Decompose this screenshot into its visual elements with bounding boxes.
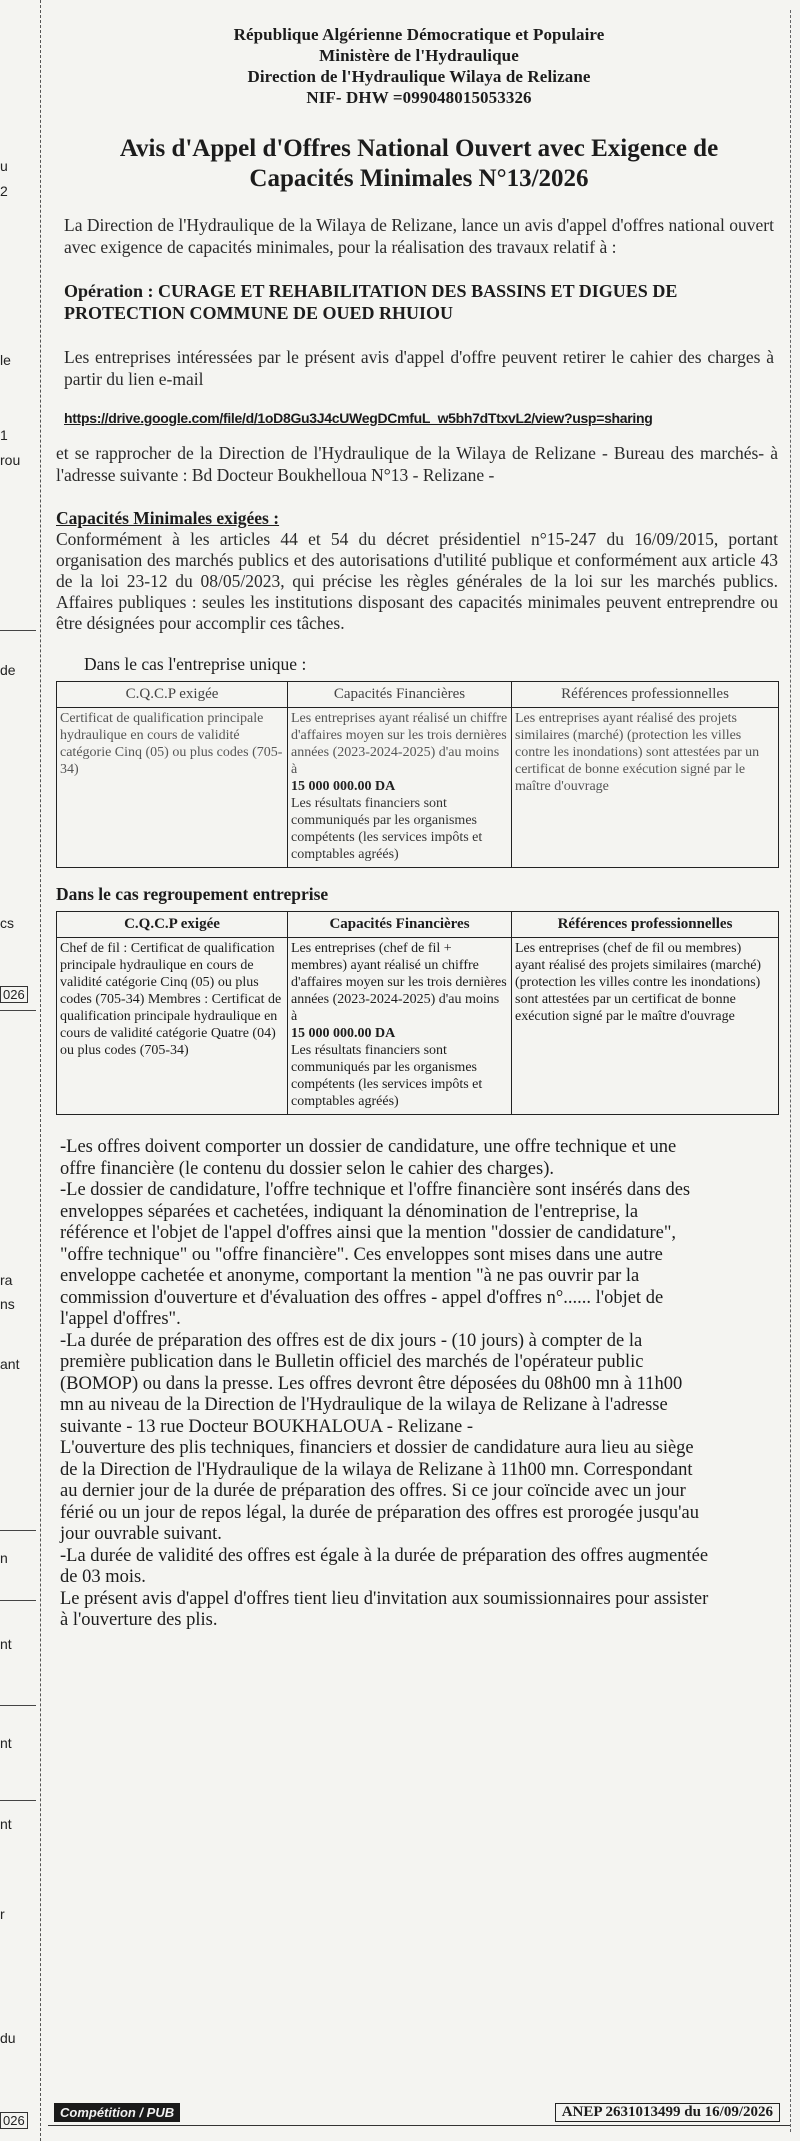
financial-text: Les entreprises (chef de fil + membres) ayant réalisé un chiffre d'affaires moyen sur les trois dernières années (2023-2024-2025) d'au moins à bbox=[291, 941, 507, 1024]
table-cell: Les entreprises (chef de fil ou membres) ayant réalisé des projets similaires (marché) (protection les villes contre les inondations) sont attestées par un certificat de bonne exécution signé par le maître d'ouvrage bbox=[512, 938, 779, 1115]
table-cell bbox=[288, 708, 512, 868]
table-header: Capacités Financières bbox=[288, 912, 512, 938]
table-header: C.Q.C.P exigée bbox=[57, 912, 288, 938]
column-fragment: nt bbox=[0, 1636, 12, 1652]
table-header: C.Q.C.P exigée bbox=[57, 682, 288, 708]
table-cell: Certificat de qualification principale hydraulique en cours de validité catégorie Cinq (05) ou plus codes (705-34) bbox=[57, 708, 288, 868]
column-fragment: 026 bbox=[0, 2112, 28, 2129]
operation-title: Opération : CURAGE ET REHABILITATION DES BASSINS ET DIGUES DE PROTECTION COMMUNE DE OUED RHUIOU bbox=[64, 281, 678, 323]
condition-paragraph: -Le dossier de candidature, l'offre technique et l'offre financière sont insérés dans des enveloppes séparées et cachetées, indiquant la dénomination de l'entreprise, la référence et l'objet de l'appel d'offres ainsi que la mention "dossier de candidature", "offre technique" ou "offre financière". Ces enveloppes sont mises dans une autre enveloppe cachetée et anonyme, comportant la mention "à ne pas ouvrir par la commission d'ouverture et d'évaluation des offres - appel d'offres n°...... l'objet de l'appel d'offres". bbox=[60, 1180, 691, 1329]
column-rule bbox=[0, 630, 36, 631]
table-header: Capacités Financières bbox=[288, 682, 512, 708]
column-fragment: 2 bbox=[0, 183, 8, 199]
column-fragment: r bbox=[0, 1906, 5, 1922]
amount: 15 000 000.00 DA bbox=[291, 1026, 396, 1041]
condition-paragraph: L'ouverture des plis techniques, financiers et dossier de candidature aura lieu au siège de la Direction de l'Hydraulique de la wilaya de Relizane à 11h00 mn. Correspondant au dernier jour de la durée de préparation des offres. Si ce jour coïncide avec un jour férié ou un jour de repos légal, la durée de préparation des offres est prorogée jusqu'au jour ouvrable suivant. bbox=[60, 1438, 699, 1544]
table-header: Références professionnelles bbox=[512, 682, 779, 708]
column-fragment: du bbox=[0, 2030, 16, 2046]
column-fragment: ra bbox=[0, 1272, 13, 1288]
capacities-paragraph: Conformément à les articles 44 et 54 du décret présidentiel n°15-247 du 16/09/2015, portant organisation des marchés publics et des autorisations d'utilité publique et conformément aux article 43 de la loi 23-12 du 08/05/2023, qui précise les règles générales de la loi sur les marchés publics. Affaires publiques : seules les institutions disposant des capacités minimales peuvent entreprendre ou être désignées pour accomplir ces tâches. bbox=[56, 529, 778, 633]
column-rule bbox=[0, 1530, 36, 1531]
notice-title: Avis d'Appel d'Offres National Ouvert avec Exigence de Capacités Minimales N°13/2026 bbox=[119, 135, 719, 192]
case-unique-table bbox=[56, 681, 779, 868]
conditions-block bbox=[60, 1137, 710, 1632]
column-rule bbox=[0, 1800, 36, 1801]
condition-paragraph: -La durée de préparation des offres est de dix jours - (10 jours) à compter de la première publication dans le Bulletin officiel des marchés de l'opérateur public (BOMOP) ou dans la presse. Les offres devront être déposées du 08h00 mn à 11h00 mn au niveau de la Direction de l'Hydraulique de la wilaya de Relizane à l'adresse suivante - 13 rue Docteur BOUKHALOUA - Relizane - bbox=[60, 1330, 683, 1437]
column-fragment: rou bbox=[0, 452, 21, 468]
table-cell: Les entreprises ayant réalisé des projets similaires (marché) (protection les villes contre les inondations) sont attestées par un certificat de bonne exécution signé par le maître d'ouvrage bbox=[512, 708, 779, 868]
column-fragment: 1 bbox=[0, 427, 8, 443]
condition-paragraph: -Les offres doivent comporter un dossier de candidature, une offre technique et une offre financière (le contenu du dossier selon le cahier des charges). bbox=[60, 1137, 677, 1179]
address-paragraph: et se rapprocher de la Direction de l'Hydraulique de la Wilaya de Relizane - Bureau des marchés- à l'adresse suivante : Bd Docteur Boukhelloua N°13 - Relizane - bbox=[56, 443, 778, 485]
entreprises-paragraph: Les entreprises intéressées par le présent avis d'appel d'offre peuvent retirer le cahier des charges à partir du lien e-mail bbox=[64, 347, 774, 389]
notice-header bbox=[48, 24, 790, 108]
ministry-line: Ministère de l'Hydraulique bbox=[319, 46, 519, 65]
column-fragment: nt bbox=[0, 1735, 12, 1751]
column-fragment: le bbox=[0, 352, 11, 368]
direction-line: Direction de l'Hydraulique Wilaya de Relizane bbox=[247, 67, 591, 86]
financial-note: Les résultats financiers sont communiqués par les organismes compétents (les services impôts et comptables agréés) bbox=[291, 796, 483, 862]
financial-note: Les résultats financiers sont communiqués par les organismes compétents (les services impôts et comptables agréés) bbox=[291, 1043, 483, 1109]
nif-line: NIF- DHW =099048015053326 bbox=[306, 88, 532, 107]
anep-reference: ANEP 2631013499 du 16/09/2026 bbox=[555, 2103, 780, 2122]
download-link[interactable]: https://drive.google.com/file/d/1oD8Gu3J4cUWegDCmfuL_w5bh7dTtxvL2/view?usp=sharing bbox=[64, 410, 653, 426]
column-fragment: de bbox=[0, 662, 16, 678]
condition-paragraph: Le présent avis d'appel d'offres tient lieu d'invitation aux soumissionnaires pour assister à l'ouverture des plis. bbox=[60, 1588, 709, 1630]
column-fragment: nt bbox=[0, 1816, 12, 1832]
column-rule bbox=[0, 1705, 36, 1706]
case-groupement-table bbox=[56, 911, 779, 1115]
column-fragment: 026 bbox=[0, 986, 28, 1003]
tender-notice bbox=[48, 10, 791, 2132]
table-cell bbox=[288, 938, 512, 1115]
column-fragment: cs bbox=[0, 915, 14, 931]
financial-text: Les entreprises ayant réalisé un chiffre d'affaires moyen sur les trois dernières années (2023-2024-2025) d'au moins à bbox=[291, 711, 508, 777]
notice-footer bbox=[48, 2103, 790, 2126]
table-cell: Chef de fil : Certificat de qualification principale hydraulique en cours de validité catégorie Cinq (05) ou plus codes (705-34) Membres : Certificat de qualification principale hydraulique en cours de validité catégorie Quatre (04) ou plus codes (705-34) bbox=[57, 938, 288, 1115]
column-fragment: ant bbox=[0, 1356, 20, 1372]
column-fragment: ns bbox=[0, 1296, 15, 1312]
intro-paragraph: La Direction de l'Hydraulique de la Wilaya de Relizane, lance un avis d'appel d'offres national ouvert avec exigence de capacités minimales, pour la réalisation des travaux relatif à : bbox=[64, 215, 774, 257]
column-rule bbox=[0, 1010, 36, 1011]
column-rule bbox=[0, 1600, 36, 1601]
adjacent-column bbox=[0, 0, 41, 2141]
condition-paragraph: -La durée de validité des offres est égale à la durée de préparation des offres augmentée de 03 mois. bbox=[60, 1545, 709, 1587]
column-fragment: n bbox=[0, 1550, 8, 1566]
republic-line: République Algérienne Démocratique et Populaire bbox=[233, 25, 605, 44]
column-fragment: u bbox=[0, 158, 8, 174]
category-tag: Compétition / PUB bbox=[54, 2103, 180, 2122]
amount: 15 000 000.00 DA bbox=[291, 779, 396, 794]
case-unique-label: Dans le cas l'entreprise unique : bbox=[84, 654, 307, 674]
table-header: Références professionnelles bbox=[512, 912, 779, 938]
case-groupement-label: Dans le cas regroupement entreprise bbox=[56, 884, 329, 904]
capacities-title: Capacités Minimales exigées : bbox=[56, 508, 280, 528]
